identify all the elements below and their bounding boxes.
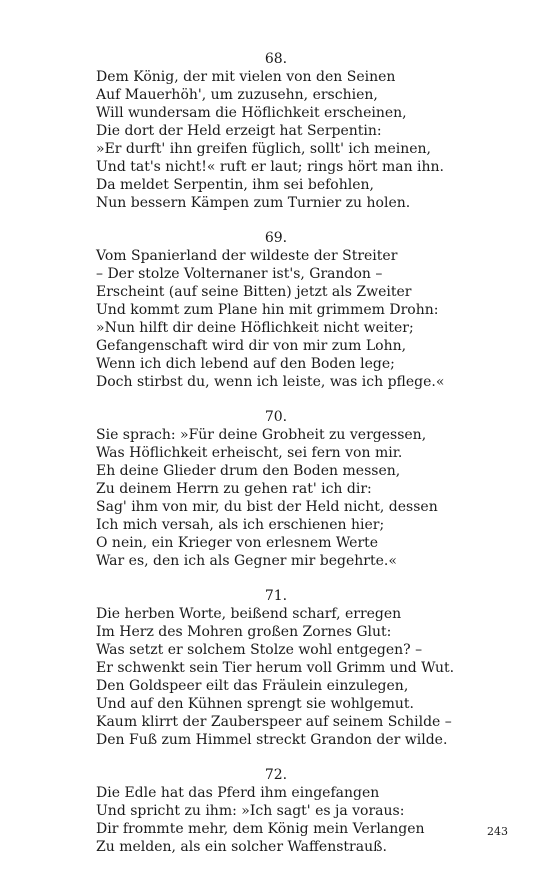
stanza-number: 71. (264, 588, 288, 604)
verse-line: Die dort der Held erzeigt hat Serpentin: (96, 123, 382, 139)
poem-page (96, 50, 456, 856)
stanza-gap (96, 391, 456, 408)
stanza-71 (96, 587, 456, 749)
stanza-gap (96, 749, 456, 766)
verse-line: Zu deinem Herrn zu gehen rat' ich dir: (96, 481, 372, 497)
verse-line: Sie sprach: »Für deine Grobheit zu vergessen, (96, 427, 427, 443)
verse-line: Er schwenkt sein Tier herum voll Grimm und Wut. (96, 660, 455, 676)
stanza-gap (96, 212, 456, 229)
verse-line: Und tat's nicht!« ruft er laut; rings hört man ihn. (96, 159, 445, 175)
verse-line: Kaum klirrt der Zauberspeer auf seinem Schilde – (96, 714, 452, 730)
verse-line: O nein, ein Krieger von erlesnem Werte (96, 535, 379, 551)
stanza-gap (96, 570, 456, 587)
verse-line: Die Edle hat das Pferd ihm eingefangen (96, 785, 380, 801)
stanza-72 (96, 766, 456, 856)
verse-line: »Nun hilft dir deine Höflichkeit nicht weiter; (96, 320, 414, 336)
verse-line: Den Fuß zum Himmel streckt Grandon der wilde. (96, 732, 448, 748)
verse-line: Und auf den Kühnen sprengt sie wohlgemut. (96, 696, 414, 712)
verse-line: Doch stirbst du, wenn ich leiste, was ich pflege.« (96, 374, 445, 390)
stanza-number: 69. (264, 230, 288, 246)
verse-line: Auf Mauerhöh', um zuzusehn, erschien, (96, 87, 378, 103)
verse-line: Sag' ihm von mir, du bist der Held nicht, dessen (96, 499, 438, 515)
verse-line: »Er durft' ihn greifen füglich, sollt' ich meinen, (96, 141, 431, 157)
verse-line: Zu melden, als ein solcher Waffenstrauß. (96, 839, 387, 855)
stanza-68 (96, 50, 456, 212)
verse-line: Da meldet Serpentin, ihm sei befohlen, (96, 177, 374, 193)
stanza-69 (96, 229, 456, 391)
verse-line: Dir frommte mehr, dem König mein Verlangen (96, 821, 425, 837)
verse-line: Wenn ich dich lebend auf den Boden lege; (96, 356, 395, 372)
verse-line: – Der stolze Volternaner ist's, Grandon – (96, 266, 383, 282)
verse-line: Ich mich versah, als ich erschienen hier; (96, 517, 385, 533)
verse-line: Eh deine Glieder drum den Boden messen, (96, 463, 401, 479)
verse-line: Und kommt zum Plane hin mit grimmem Drohn: (96, 302, 439, 318)
verse-line: Im Herz des Mohren großen Zornes Glut: (96, 624, 392, 640)
verse-line: Und spricht zu ihm: »Ich sagt' es ja voraus: (96, 803, 405, 819)
verse-line: Gefangenschaft wird dir von mir zum Lohn, (96, 338, 407, 354)
verse-line: Was Höflichkeit erheischt, sei fern von mir. (96, 445, 403, 461)
verse-line: Dem König, der mit vielen von den Seinen (96, 69, 396, 85)
verse-line: Was setzt er solchem Stolze wohl entgegen? – (96, 642, 423, 658)
stanza-70 (96, 408, 456, 570)
verse-line: Den Goldspeer eilt das Fräulein einzulegen, (96, 678, 409, 694)
stanza-number: 68. (264, 51, 288, 67)
verse-line: Vom Spanierland der wildeste der Streiter (96, 248, 398, 264)
verse-line: Erscheint (auf seine Bitten) jetzt als Zweiter (96, 284, 412, 300)
stanza-number: 70. (264, 409, 288, 425)
page-number: 243 (487, 825, 508, 838)
verse-line: War es, den ich als Gegner mir begehrte.« (96, 553, 397, 569)
stanza-number: 72. (264, 767, 288, 783)
verse-line: Will wundersam die Höflichkeit erscheinen, (96, 105, 407, 121)
verse-line: Nun bessern Kämpen zum Turnier zu holen. (96, 195, 411, 211)
verse-line: Die herben Worte, beißend scharf, erregen (96, 606, 402, 622)
